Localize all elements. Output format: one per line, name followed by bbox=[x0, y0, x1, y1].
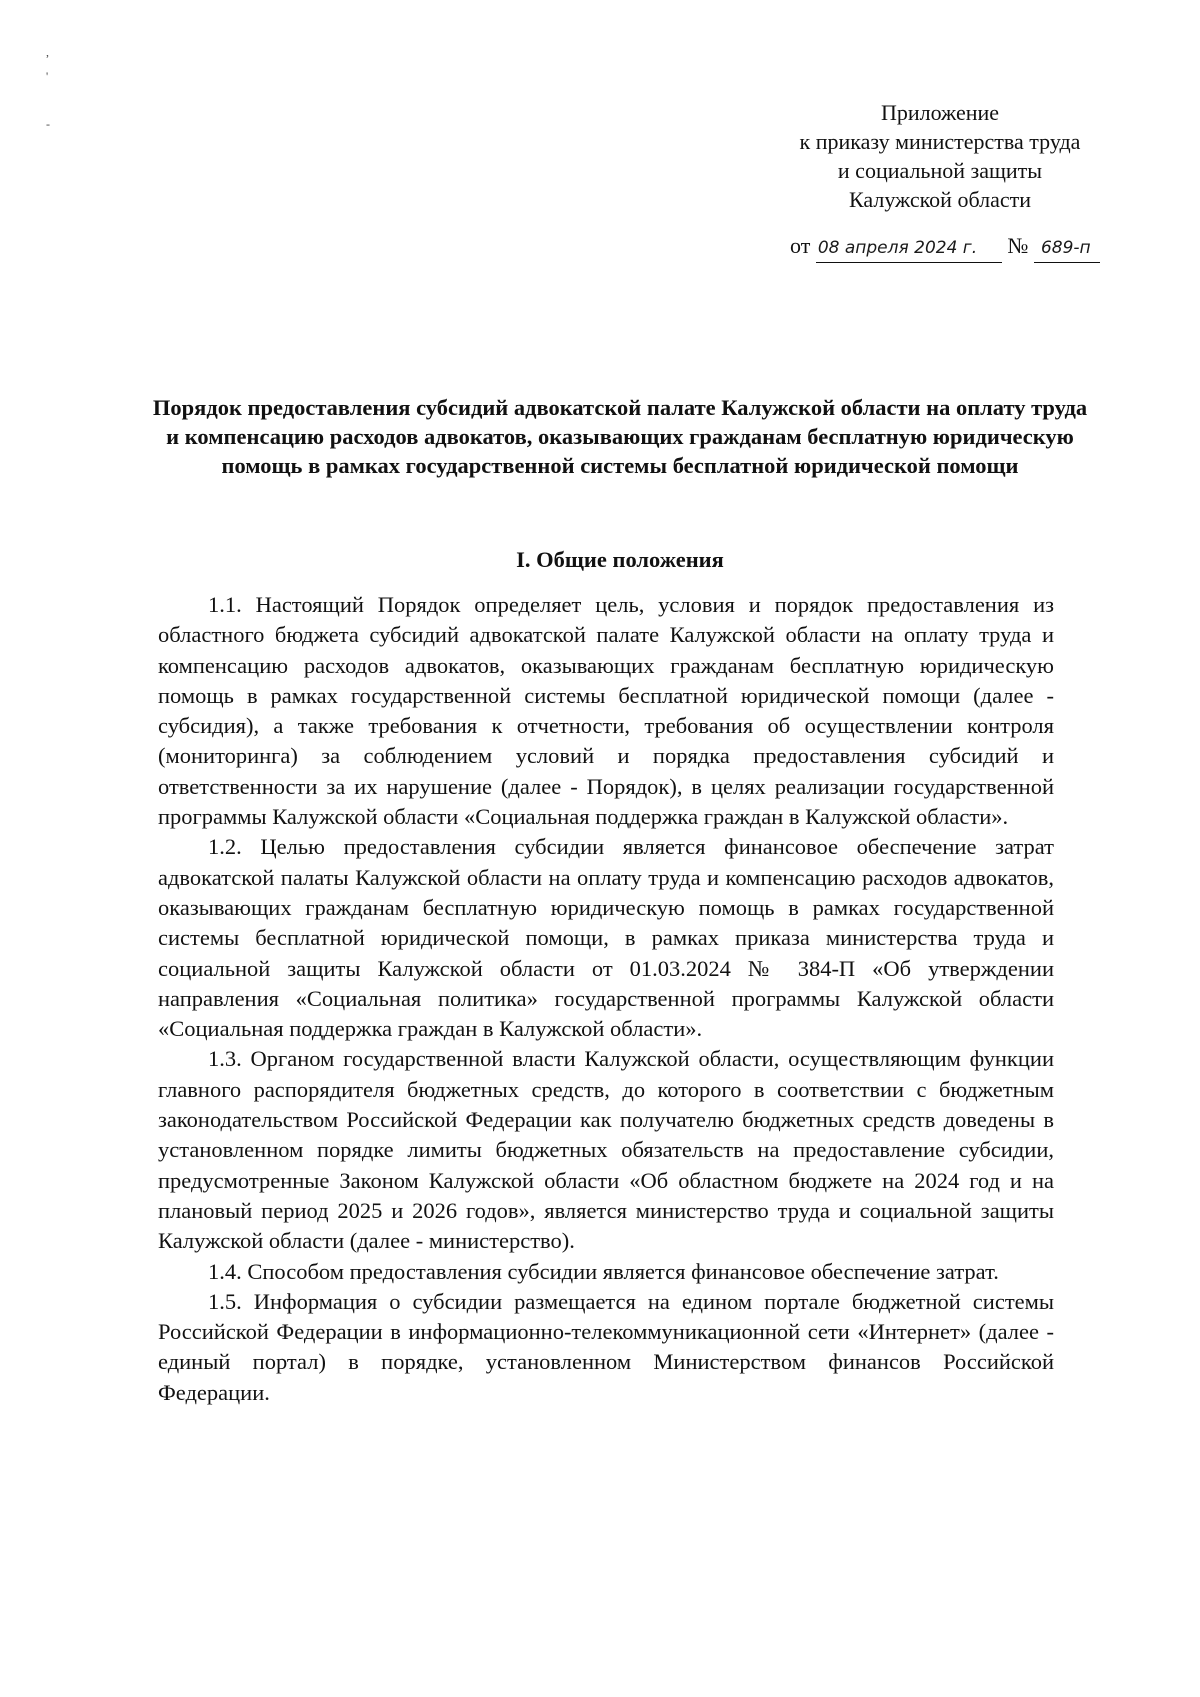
paragraph: 1.3. Органом государственной власти Калужской области, осуществляющим функции главного распорядителя бюджетных средств, до которого в соответствии с бюджетным законодательством Российской Федерации как получателю бюджетных средств доведены в установленном порядке лимиты бюджетных обязательств на предоставление субсидии, предусмотренные Законом Калужской области «Об областном бюджете на 2024 год и на плановый период 2025 и 2026 годов», является министерство труда и социальной защиты Калужской области (далее - министерство). bbox=[158, 1046, 1054, 1254]
paragraph: 1.4. Способом предоставления субсидии является финансовое обеспечение затрат. bbox=[208, 1258, 999, 1284]
paragraph: 1.1. Настоящий Порядок определяет цель, условия и порядок предоставления из областного бюджета субсидий адвокатской палате Калужской области на оплату труда и компенсацию расходов адвокатов, оказывающих гражданам бесплатную юридическую помощь в рамках государственной системы бесплатной юридической помощи (далее - субсидия), а также требования к отчетности, требования об осуществлении контроля (мониторинга) за соблюдением условий и порядка предоставления субсидий и ответственности за их нарушение (далее - Порядок), в целях реализации государственной программы Калужской области «Социальная поддержка граждан в Калужской области». bbox=[158, 592, 1054, 830]
order-prefix: от bbox=[790, 233, 811, 258]
order-reference bbox=[790, 232, 1100, 263]
scan-marks: , ' - bbox=[46, 45, 50, 131]
number-label: № bbox=[1007, 233, 1029, 258]
paragraph: 1.2. Целью предоставления субсидии является финансовое обеспечение затрат адвокатской палаты Калужской области на оплату труда и компенсацию расходов адвокатов, оказывающих гражданам бесплатную юридическую помощь в рамках государственной системы бесплатной юридической помощи, в рамках приказа министерства труда и социальной защиты Калужской области от 01.03.2024 № 384-П «Об утверждении направления «Социальная политика» государственной программы Калужской области «Социальная поддержка граждан в Калужской области». bbox=[158, 834, 1054, 1042]
appendix-line: к приказу министерства труда bbox=[799, 129, 1081, 154]
document-title: Порядок предоставления субсидий адвокатской палате Калужской области на оплату труда и компенсацию расходов адвокатов, оказывающих гражданам бесплатную юридическую помощь в рамках государственной системы бесплатной юридической помощи bbox=[152, 395, 1088, 478]
order-number-handwritten: 689-п bbox=[1034, 234, 1100, 263]
appendix-line: и социальной защиты bbox=[837, 158, 1043, 183]
paragraph: 1.5. Информация о субсидии размещается на едином портале бюджетной системы Российской Федерации в информационно-телекоммуникационной сети «Интернет» (далее - единый портал) в порядке, установленном Министерством финансов Российской Федерации. bbox=[158, 1288, 1054, 1405]
appendix-line: Калужской области bbox=[849, 187, 1031, 212]
section-heading: I. Общие положения bbox=[516, 547, 724, 572]
appendix-line: Приложение bbox=[880, 100, 1000, 125]
order-date-handwritten: 08 апреля 2024 г. bbox=[816, 234, 1002, 263]
appendix-block bbox=[760, 98, 1120, 214]
section-body bbox=[158, 590, 1054, 1408]
